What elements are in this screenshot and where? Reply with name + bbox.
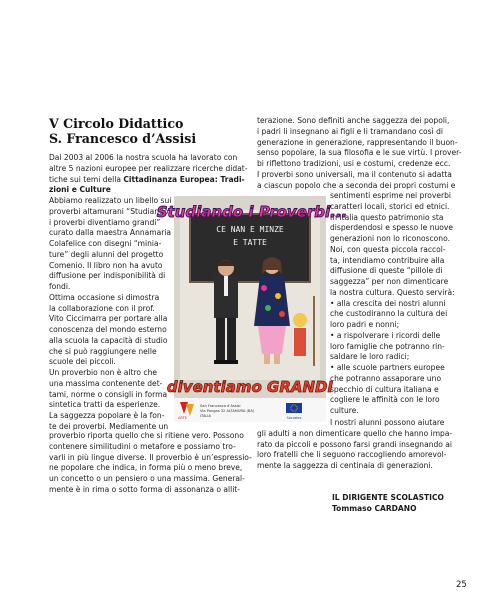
poster-footer-country: ITALIA (200, 414, 211, 418)
text-line: a ciascun popolo che a seconda dei propri costumi e (257, 180, 456, 190)
text-line: ture” degli alunni del progetto (49, 249, 164, 259)
right-top-paragraph (257, 116, 462, 191)
right-bottom-paragraph (257, 418, 457, 472)
title-line-2: S. Francesco d’Assisi (49, 131, 197, 146)
board-text-2: E TATTE (233, 238, 267, 247)
text-line: culture. (330, 406, 359, 415)
text-line: Comenio. Il libro non ha avuto (49, 260, 163, 270)
text-line: alla scuola la capacità di studio (49, 335, 168, 345)
poster-footer-address: Via Pongas 32 ALTAMURA (BA) (200, 409, 255, 413)
text-line: generazione in generazione, rappresentando il buon- (257, 137, 458, 147)
intro-paragraph (49, 153, 248, 196)
left-narrow-column (49, 196, 174, 433)
text-line: Dal 2003 al 2006 la nostra scuola ha lavorato con (49, 153, 238, 162)
signature-block (332, 493, 444, 515)
text-line: conoscenza del mondo esterno (49, 325, 167, 334)
text-line: I nostri alunni possono aiutare (330, 418, 445, 427)
text-line: sintetica tratti da esperienze. (49, 400, 161, 410)
text-line: zioni e Culture (49, 185, 111, 195)
text-line: gli adulti a non dimenticare quello che hanno impa- (257, 428, 453, 438)
text-line: te dei proverbi. Mediamente un (49, 421, 169, 431)
text-line: proverbi altamurani “Studiando (49, 206, 169, 216)
text-line: la collaborazione con il prof. (49, 303, 155, 313)
text-line: Ottima occasione si dimostra (49, 292, 160, 302)
bullet-line: • alla crescita dei nostri alunni (330, 298, 446, 308)
text-line: altre 5 nazioni europee per realizzare ricerche didat- (49, 163, 248, 173)
text-span: tiche sui temi della (49, 174, 124, 184)
text-line: loro famiglie che potranno rin- (330, 341, 445, 351)
text-line: La saggezza popolare è la fon- (49, 411, 165, 420)
text-line: i padri li insegnano ai figli e li tramandano così di (257, 126, 443, 136)
board-text: CE NAN E MINZE (216, 225, 284, 234)
text-line: Colafelice con disegni “minia- (49, 239, 162, 248)
text-line: ne popolare che indica, in forma più o meno breve, (49, 463, 243, 473)
poster-headline-top: Studiando i Proverbi... (156, 203, 348, 221)
text-line: Vito Ciccimarra per portare alla (49, 314, 168, 324)
text-line: diffusione di queste “pillole di (330, 266, 443, 276)
left-bottom-paragraph (49, 431, 252, 496)
text-line: scuole dei piccoli. (49, 357, 116, 367)
title-line-1: V Circolo Didattico (49, 116, 184, 131)
text-line: Noi, con questa piccola raccol- (330, 244, 446, 254)
text-line: i proverbi diventiamo grandi” (49, 217, 161, 227)
text-line: cogliere le affinità con le loro (330, 395, 440, 405)
signature-name: Tommaso CARDANO (332, 503, 417, 513)
text-line: specchio di cultura italiana e (330, 384, 439, 394)
text-line: I proverbi sono universali, ma il contenuto si adatta (257, 169, 452, 179)
text-line: generazioni non lo riconoscono. (330, 234, 450, 243)
text-line: terazione. Sono definiti anche saggezza dei popoli, (257, 116, 450, 125)
page-number: 25 (456, 580, 467, 590)
text-line: bi riflettono tradizioni, usi e costumi, credenze ecc. (257, 159, 451, 168)
text-line: la nostra cultura. Questo servirà: (330, 287, 455, 297)
text-line: ta, intendiamo contribuire alla (330, 255, 445, 265)
text-line: rato da piccoli e possono farsi grandi insegnando ai (257, 439, 453, 449)
text-line (49, 175, 244, 186)
signature-role: IL DIRIGENTE SCOLASTICO (332, 493, 444, 502)
text-line: che potranno assaporare uno (330, 373, 442, 383)
text-line: fondi. (49, 282, 71, 291)
bullet-line: • a rispolverare i ricordi delle (330, 330, 441, 340)
text-line: proverbio riporta quello che si ritiene vero. Possono (49, 431, 244, 440)
text-line: In Italia questo patrimonio sta (330, 212, 444, 222)
right-narrow-column (330, 191, 458, 417)
text-line: saggezza” per non dimenticare (330, 277, 449, 286)
text-line: un concetto o un pensiero o una massima. General- (49, 474, 245, 483)
text-line: senso popolare, la sua filosofia e le sue virtù. I prover- (257, 148, 462, 158)
text-line: sentimenti esprime nei proverbi (330, 191, 451, 200)
text-line: mente è in rima o sotto forma di assonanza o allit- (49, 484, 240, 494)
text-line: una massima contenente det- (49, 378, 163, 388)
text-line: loro fratelli che li seguono raccogliendo amorevol- (257, 450, 447, 460)
bullet-line: • alle scuole partners europee (330, 363, 445, 372)
text-line: caratteri locali, storici ed etnici. (330, 201, 450, 211)
text-line: Un proverbio non è altro che (49, 368, 157, 377)
text-line: disperdendosi e spesso le nuove (330, 223, 453, 233)
text-line: Abbiamo realizzato un libello sui (49, 196, 172, 205)
poster-headline-bottom: diventiamo GRANDI (166, 378, 334, 396)
poster-footer-program: Socrates (286, 416, 302, 420)
page-title (49, 116, 249, 146)
text-line: tami, norme o consigli in forma (49, 389, 168, 399)
svg-text:ARTE: ARTE (178, 416, 187, 420)
text-line: che custodiranno la cultura dei (330, 309, 448, 319)
highlight-citizenship: Cittadinanza Europea: Tradi- (123, 174, 245, 184)
text-line: diffusione per indisponibilità di (49, 271, 166, 281)
text-line: che si può raggiungere nelle (49, 346, 157, 356)
text-line: saldare le loro radici; (330, 352, 410, 362)
text-line: contenere similitudini o metafore e possiamo tro- (49, 441, 236, 451)
eu-flag-icon (286, 403, 302, 413)
text-line: varli in più lingue diverse. Il proverbio è un’espressio- (49, 452, 252, 462)
text-line: mente la saggezza di centinaia di generazioni. (257, 461, 433, 470)
text-line: curato dalla maestra Annamaria (49, 228, 172, 238)
poster-footer-school: San Francesco d’Assisi (200, 404, 241, 408)
text-line: loro padri e nonni; (330, 320, 400, 329)
